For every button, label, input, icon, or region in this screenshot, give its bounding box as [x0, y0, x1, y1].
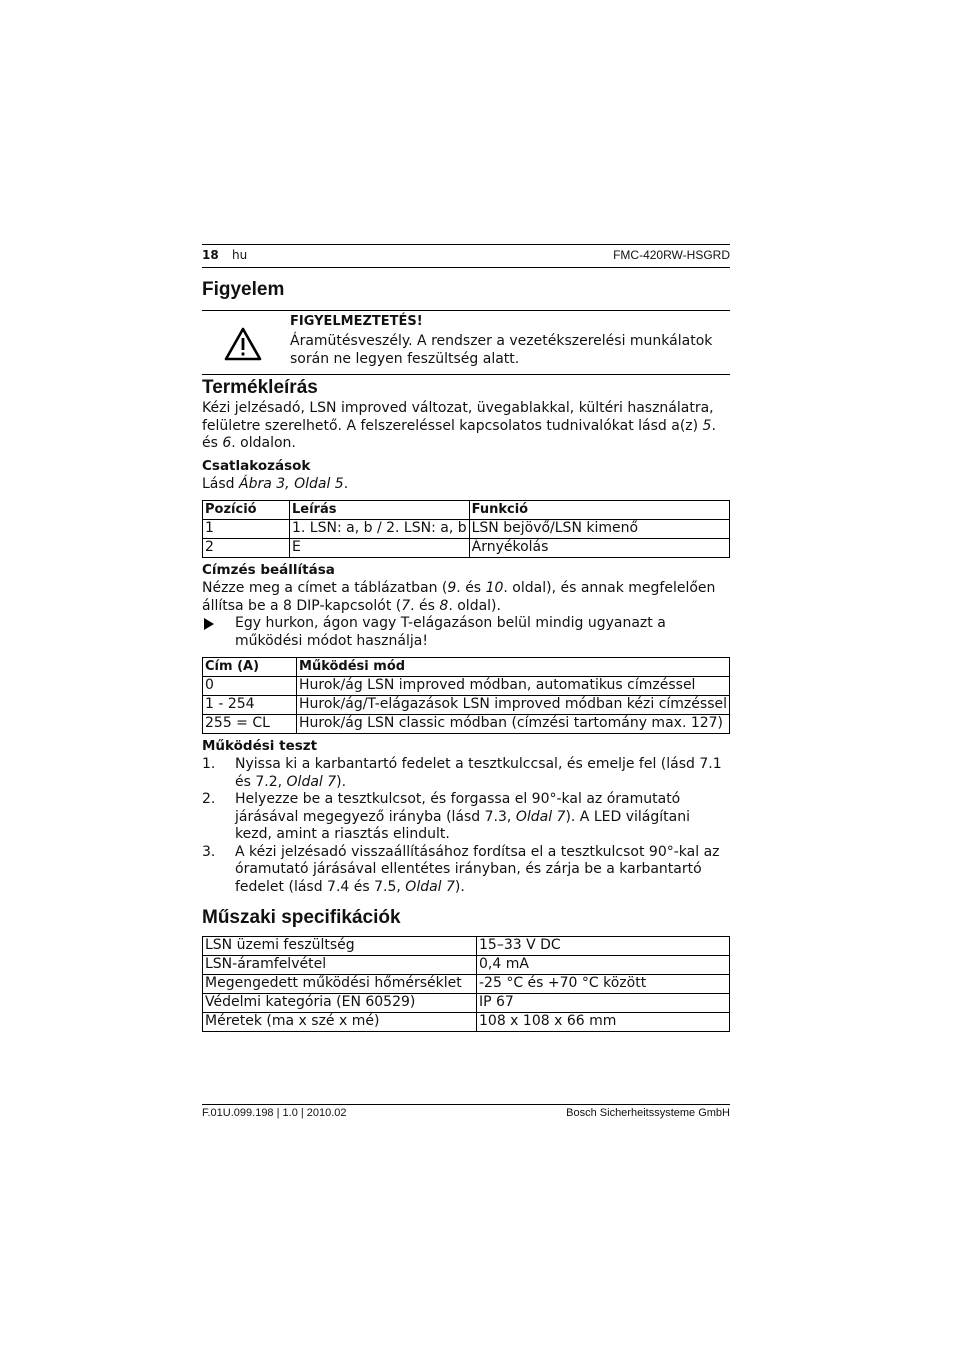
- table-row: [203, 1013, 730, 1032]
- page-number: 18: [202, 248, 219, 262]
- addressing-text: Nézze meg a címet a táblázatban (9. és 10. oldal), és annak megfelelően állítsa be a 8 DIP-kapcsolót (7. és 8. oldal).: [202, 580, 716, 614]
- table-cell: 0: [203, 677, 297, 696]
- table-cell: Hurok/ág/T-elágazások LSN improved módban kézi címzéssel: [297, 696, 730, 715]
- publisher: Bosch Sicherheitssysteme GmbH: [566, 1107, 730, 1119]
- bullet-arrow-icon: [204, 618, 214, 630]
- column-header: Pozíció: [203, 501, 290, 520]
- warning-text: Áramütésveszély. A rendszer a vezetékszerelési munkálatok során ne legyen feszültség alatt.: [290, 333, 713, 367]
- table-cell: 108 x 108 x 66 mm: [477, 1013, 730, 1032]
- warning-triangle-icon: [224, 327, 262, 361]
- table-cell: Méretek (ma x szé x mé): [203, 1013, 477, 1032]
- table-cell: 1 - 254: [203, 696, 297, 715]
- table-cell: 1: [203, 520, 290, 539]
- table-cell: 0,4 mA: [477, 956, 730, 975]
- table-cell: 1. LSN: a, b / 2. LSN: a, b: [290, 520, 470, 539]
- addressing-bullet: [202, 615, 730, 650]
- warning-box: [202, 310, 730, 375]
- column-header: Funkció: [469, 501, 729, 520]
- connections-heading: Csatlakozások: [202, 458, 311, 474]
- warning-label: FIGYELMEZTETÉS!: [290, 314, 423, 329]
- column-header: Leírás: [290, 501, 470, 520]
- table-row: [203, 696, 730, 715]
- page-footer: [202, 1104, 730, 1119]
- table-row: [203, 677, 730, 696]
- table-cell: LSN bejövő/LSN kimenő: [469, 520, 729, 539]
- table-cell: Védelmi kategória (EN 60529): [203, 994, 477, 1013]
- address-table: [202, 657, 730, 734]
- table-cell: Árnyékolás: [469, 539, 729, 558]
- table-header-row: [203, 501, 730, 520]
- table-cell: Megengedett működési hőmérséklet: [203, 975, 477, 994]
- table-row: [203, 956, 730, 975]
- table-cell: IP 67: [477, 994, 730, 1013]
- list-item: 3. A kézi jelzésadó visszaállításához fordítsa el a tesztkulcsot 90°-kal az óramutató járásával ellentétes irányban, és zárja be a karbantartó fedelet (lásd 7.4 és 7.5, Oldal 7).: [202, 843, 720, 895]
- table-cell: LSN üzemi feszültség: [203, 937, 477, 956]
- table-cell: LSN-áramfelvétel: [203, 956, 477, 975]
- bullet-text: Egy hurkon, ágon vagy T-elágazáson belül mindig ugyanazt a működési módot használja!: [235, 615, 666, 649]
- table-row: [203, 539, 730, 558]
- test-steps-list: [202, 756, 730, 896]
- table-cell: -25 °C és +70 °C között: [477, 975, 730, 994]
- column-header: Működési mód: [297, 658, 730, 677]
- table-row: [203, 975, 730, 994]
- table-row: [203, 994, 730, 1013]
- table-cell: E: [290, 539, 470, 558]
- table-row: [203, 937, 730, 956]
- addressing-heading: Címzés beállítása: [202, 562, 335, 578]
- table-row: [203, 520, 730, 539]
- table-cell: 2: [203, 539, 290, 558]
- product-description: Kézi jelzésadó, LSN improved változat, üvegablakkal, kültéri használatra, felületre szerelhető. A felszereléssel kapcsolatos tudnivalókat lásd a(z) 5. és 6. oldalon.: [202, 400, 716, 451]
- list-item: 2. Helyezze be a tesztkulcsot, és forgassa el 90°-kal az óramutató járásával megegyező irányba (lásd 7.3, Oldal 7). A LED világítani kezd, amint a riasztás elindult.: [202, 791, 690, 842]
- product-heading: Termékleírás: [202, 377, 318, 398]
- table-cell: 255 = CL: [203, 715, 297, 734]
- spec-table: [202, 936, 730, 1032]
- document-id: F.01U.099.198 | 1.0 | 2010.02: [202, 1107, 347, 1119]
- table-header-row: [203, 658, 730, 677]
- language-code: hu: [232, 248, 248, 262]
- column-header: Cím (A): [203, 658, 297, 677]
- model-name: FMC-420RW-HSGRD: [613, 248, 730, 262]
- table-cell: 15–33 V DC: [477, 937, 730, 956]
- page-header: [202, 244, 730, 268]
- spec-heading: Műszaki specifikációk: [202, 907, 401, 928]
- test-heading: Működési teszt: [202, 738, 318, 754]
- connections-reference: Lásd Ábra 3, Oldal 5.: [202, 476, 349, 492]
- table-cell: Hurok/ág LSN improved módban, automatikus címzéssel: [297, 677, 730, 696]
- list-item: 1. Nyissa ki a karbantartó fedelet a tesztkulccsal, és emelje fel (lásd 7.1 és 7.2, Oldal 7).: [202, 756, 722, 790]
- connections-table: [202, 500, 730, 558]
- table-cell: Hurok/ág LSN classic módban (címzési tartomány max. 127): [297, 715, 730, 734]
- notice-heading: Figyelem: [202, 279, 285, 300]
- table-row: [203, 715, 730, 734]
